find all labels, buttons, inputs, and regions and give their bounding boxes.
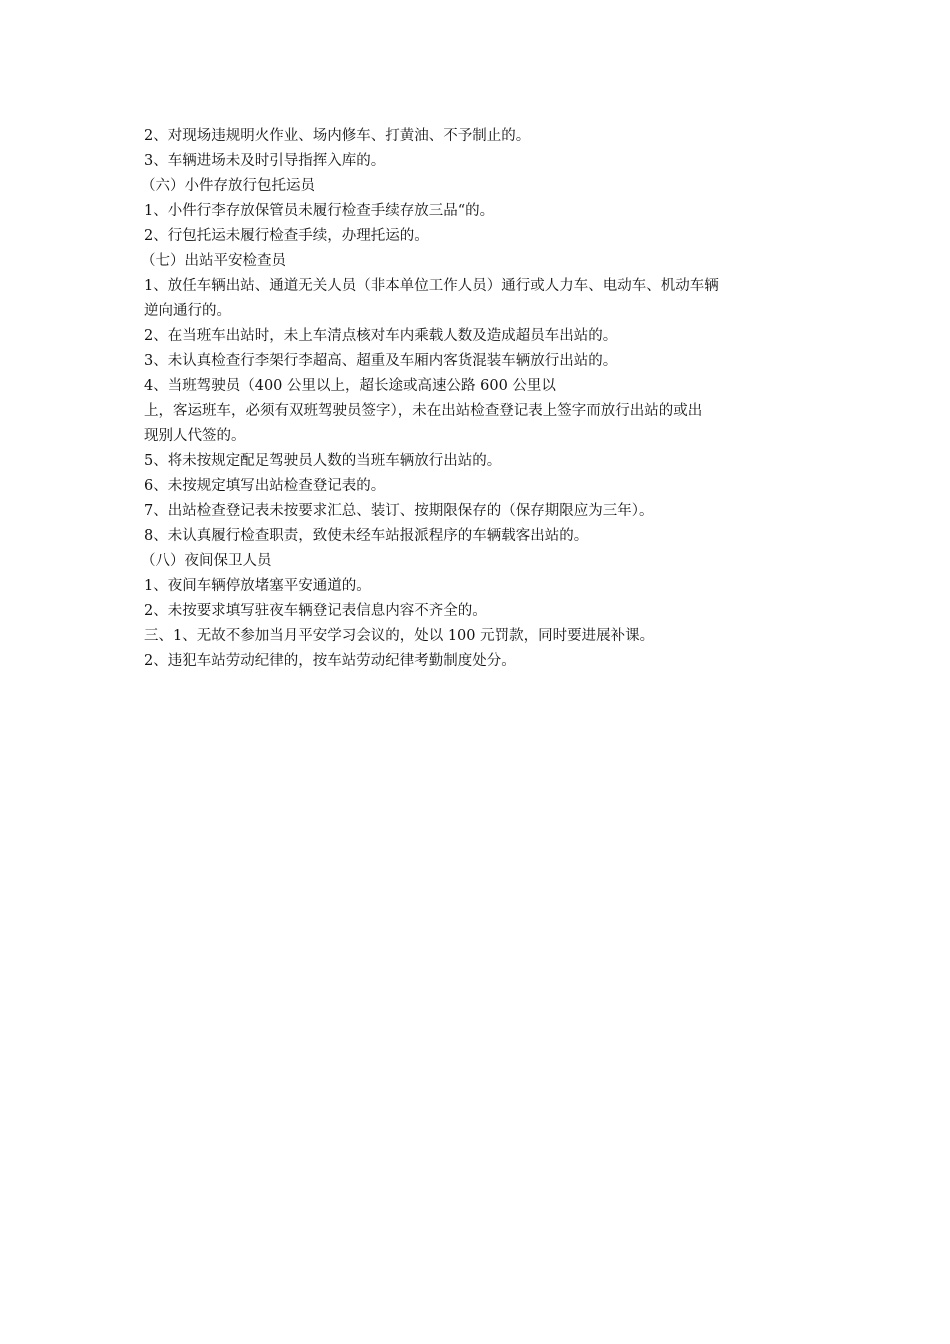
document-body <box>141 124 824 674</box>
text-line: 7、出站检查登记表未按要求汇总、装订、按期限保存的（保存期限应为三年）。 <box>144 503 654 519</box>
text-line: 2、违犯车站劳动纪律的，按车站劳动纪律考勤制度处分。 <box>144 653 516 669</box>
text-line: 6、未按规定填写出站检查登记表的。 <box>144 478 386 494</box>
text-line: 2、未按要求填写驻夜车辆登记表信息内容不齐全的。 <box>144 603 487 619</box>
text-line: 上，客运班车，必须有双班驾驶员签字），未在出站检查登记表上签字而放行出站的或出 <box>144 403 703 419</box>
section-heading: （六）小件存放行包托运员 <box>141 178 315 194</box>
text-line: 3、车辆进场未及时引导指挥入库的。 <box>144 153 386 169</box>
text-line: 1、小件行李存放保管员未履行检查手续存放三品“的。 <box>144 203 495 219</box>
text-line: 2、在当班车出站时，未上车清点核对车内乘载人数及造成超员车出站的。 <box>144 328 618 344</box>
text-line: 4、当班驾驶员（400 公里以上，超长途或高速公路 600 公里以 <box>144 378 556 394</box>
text-line: 2、对现场违规明火作业、场内修车、打黄油、不予制止的。 <box>144 128 531 144</box>
text-line: 2、行包托运未履行检查手续，办理托运的。 <box>144 228 429 244</box>
section-heading: （八）夜间保卫人员 <box>141 553 272 569</box>
text-line: 1、夜间车辆停放堵塞平安通道的。 <box>144 578 371 594</box>
text-line: 逆向通行的。 <box>144 303 231 319</box>
text-line: 现别人代签的。 <box>144 428 246 444</box>
text-line: 3、未认真检查行李架行李超高、超重及车厢内客货混装车辆放行出站的。 <box>144 353 618 369</box>
text-line: 8、未认真履行检查职责，致使未经车站报派程序的车辆载客出站的。 <box>144 528 589 544</box>
text-line: 三、1、无故不参加当月平安学习会议的，处以 100 元罚款，同时要进展补课。 <box>144 628 655 644</box>
section-heading: （七）出站平安检查员 <box>141 253 286 269</box>
text-line: 1、放任车辆出站、通道无关人员（非本单位工作人员）通行或人力车、电动车、机动车辆 <box>144 278 719 294</box>
text-line: 5、将未按规定配足驾驶员人数的当班车辆放行出站的。 <box>144 453 502 469</box>
